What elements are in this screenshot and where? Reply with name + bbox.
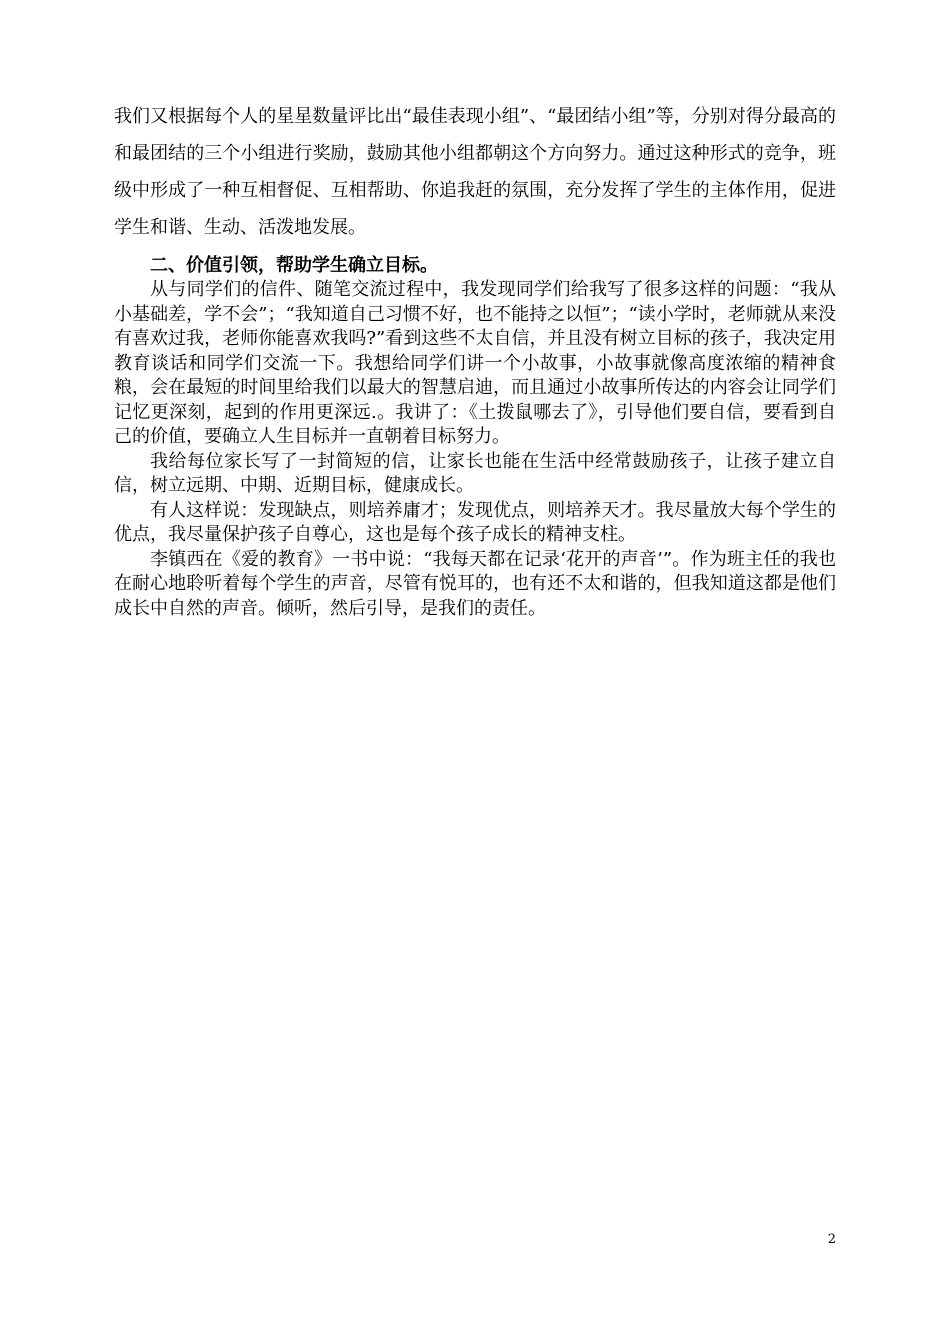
paragraph-strengths: 有人这样说：发现缺点，则培养庸才；发现优点，则培养天才。我尽量放大每个学生的优点，我尽量保护孩子自尊心，这也是每个孩子成长的精神支柱。 [114, 499, 836, 545]
paragraph-story: 从与同学们的信件、随笔交流过程中，我发现同学们给我写了很多这样的问题：“我从小基础差，学不会”；“我知道自己习惯不好，也不能持之以恒”；“读小学时，老师就从来没有喜欢过我，老师你能喜欢我吗?”看到这些不太自信，并且没有树立目标的孩子，我决定用教育谈话和同学们交流一下。我想给同学们讲一个小故事，小故事就像高度浓缩的精神食粮，会在最短的时间里给我们以最大的智慧启迪，而且通过小故事所传达的内容会让同学们记忆更深刻，起到的作用更深远.。我讲了：《土拨鼠哪去了》，引导他们要自信，要看到自己的价值，要确立人生目标并一直朝着目标努力。 [114, 279, 836, 447]
paragraph-parents-letter: 我给每位家长写了一封简短的信，让家长也能在生活中经常鼓励孩子，让孩子建立自信，树立远期、中期、近期目标，健康成长。 [114, 450, 836, 496]
page-number: 2 [827, 1232, 836, 1247]
document-body [114, 98, 836, 621]
intro-paragraph: 我们又根据每个人的星星数量评比出“最佳表现小组”、“最团结小组”等，分别对得分最高的和最团结的三个小组进行奖励，鼓励其他小组都朝这个方向努力。通过这种形式的竞争，班级中形成了一种互相督促、互相帮助、你追我赶的氛围，充分发挥了学生的主体作用，促进学生和谐、生动、活泼地发展。 [114, 106, 836, 238]
paragraph-listening: 李镇西在《爱的教育》一书中说：“我每天都在记录‘花开的声音’”。作为班主任的我也在耐心地聆听着每个学生的声音，尽管有悦耳的，也有还不太和谐的，但我知道这都是他们成长中自然的声音。倾听，然后引导，是我们的责任。 [114, 548, 836, 619]
section-heading: 二、价值引领，帮助学生确立目标。 [150, 255, 438, 276]
